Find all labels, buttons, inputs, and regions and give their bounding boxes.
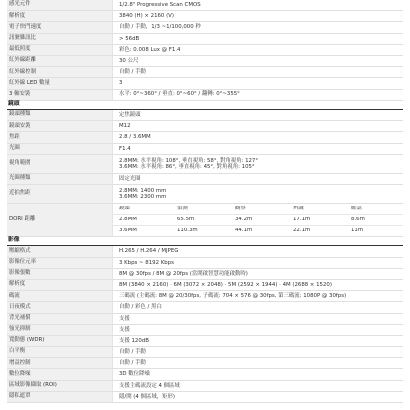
spec-key: 背光補償 <box>7 314 113 324</box>
spec-row <box>7 0 403 11</box>
spec-value <box>113 22 403 32</box>
spec-value <box>113 110 403 120</box>
spec-value-line: 2.8 / 3.6MM <box>119 134 151 141</box>
spec-value-line: 2.8MM: 水平視角: 108°, 垂直視角: 58°, 對角視角: 127° <box>119 157 259 164</box>
spec-key: 最低照度 <box>7 45 113 55</box>
spec-value-line: 自動 / 手動 <box>119 349 146 356</box>
spec-key: 視角範圍 <box>7 155 113 173</box>
spec-key: 解析度 <box>7 11 113 21</box>
dori-cell: 偵測 <box>177 206 188 212</box>
dori-cell: 34.2m <box>235 217 253 223</box>
spec-row <box>7 269 403 280</box>
spec-value <box>113 121 403 131</box>
spec-row <box>7 56 403 67</box>
spec-value <box>113 392 403 402</box>
spec-key: 光圈種類 <box>7 174 113 184</box>
spec-row <box>7 121 403 132</box>
dori-data-row <box>113 226 403 236</box>
spec-row <box>7 258 403 269</box>
dori-cell: 11m <box>351 228 364 234</box>
spec-key: 寬動態 (WDR) <box>7 336 113 346</box>
dori-cell: 觀察 <box>235 206 246 212</box>
spec-value-line: 自動 / 彩色 / 黑白 <box>119 304 162 311</box>
spec-value <box>113 246 403 256</box>
spec-value-line: F1.4 <box>119 145 131 152</box>
dori-cell: 65.5m <box>177 217 195 223</box>
spec-key: 紅外線 LED 數量 <box>7 78 113 88</box>
spec-value-line: 支援主碼流設定 4 個區域 <box>119 382 180 389</box>
spec-value <box>113 258 403 268</box>
spec-value-line: 3 Kbps ~ 8192 Kbps <box>119 259 174 266</box>
spec-key: 近拍焦距 <box>7 185 113 203</box>
spec-value <box>113 155 403 173</box>
lens-section <box>7 110 403 204</box>
spec-row <box>7 392 403 403</box>
spec-value-line: M12 <box>119 123 131 130</box>
dori-cell: 2.8MM <box>119 217 137 223</box>
spec-value <box>113 174 403 184</box>
spec-value <box>113 358 403 368</box>
dori-cell: 鏡頭 <box>119 206 130 212</box>
spec-key: 碼流 <box>7 291 113 301</box>
dori-cell: 17.1m <box>293 217 311 223</box>
spec-key: 日夜模式 <box>7 302 113 312</box>
spec-value <box>113 185 403 203</box>
spec-value <box>113 34 403 44</box>
spec-key: 影像位元率 <box>7 258 113 268</box>
dori-cell: 8.6m <box>351 217 365 223</box>
spec-value-line: 3840 (H) × 2160 (V) <box>119 13 174 20</box>
spec-value <box>113 90 403 100</box>
section-title-lens: 鏡頭 <box>7 101 403 110</box>
dori-cell: 確認 <box>351 206 362 212</box>
spec-row <box>7 45 403 56</box>
spec-value <box>113 369 403 379</box>
spec-value-line: 8M (3840 × 2160) · 6M (3072 × 2048) · 5M (2592 × 1944) · 4M (2688 × 1520) <box>119 281 332 288</box>
section-title-video: 影像 <box>7 237 403 246</box>
spec-value <box>113 280 403 290</box>
spec-value <box>113 291 403 301</box>
video-section <box>7 246 403 403</box>
spec-key: 區域影像擷取 (ROI) <box>7 381 113 391</box>
spec-value <box>113 381 403 391</box>
spec-row <box>7 174 403 185</box>
spec-row <box>7 78 403 89</box>
spec-key: 鏡頭安裝 <box>7 121 113 131</box>
spec-row <box>7 369 403 380</box>
dori-grid <box>113 204 403 236</box>
dori-cell: 44.1m <box>235 228 253 234</box>
spec-value-line: 定焦鏡頭 <box>119 112 141 119</box>
spec-value-line: 自動 / 手動 <box>119 360 146 367</box>
spec-value-line: 固定光圈 <box>119 175 141 182</box>
spec-key: 紅外線距離 <box>7 56 113 66</box>
spec-key: 增益控制 <box>7 358 113 368</box>
spec-key: 數位降噪 <box>7 369 113 379</box>
spec-key: 強光抑制 <box>7 325 113 335</box>
spec-key: 光圈 <box>7 144 113 154</box>
spec-value-line: 3 <box>119 80 123 87</box>
spec-row <box>7 347 403 358</box>
spec-key: 電子快門速度 <box>7 22 113 32</box>
dori-row <box>7 204 403 237</box>
spec-row <box>7 155 403 174</box>
spec-value <box>113 336 403 346</box>
spec-key: DORI 距離 <box>7 204 113 236</box>
spec-row <box>7 132 403 143</box>
spec-value-line: 三碼流 (主碼流: 8M @ 20/30fps, 子碼流: 704 × 576 @ 30fps, 第三碼流: 1080P @ 30fps) <box>119 293 347 300</box>
spec-value-line: 自動 / 手動，1/3 ~1/100,000 秒 <box>119 24 201 31</box>
spec-value <box>113 144 403 154</box>
dori-header-row <box>113 204 403 215</box>
spec-row <box>7 34 403 45</box>
spec-value-line: 彩色: 0.008 Lux @ F1.4 <box>119 46 181 53</box>
spec-value-line: 3D 數位降噪 <box>119 371 150 378</box>
spec-row <box>7 302 403 313</box>
spec-value-line: 支援 120dB <box>119 337 149 344</box>
spec-value <box>113 78 403 88</box>
spec-key: 解析度 <box>7 280 113 290</box>
spec-row <box>7 291 403 302</box>
spec-key: 3 軸安裝 <box>7 90 113 100</box>
spec-value <box>113 67 403 77</box>
spec-key: 隱私遮罩 <box>7 392 113 402</box>
spec-key: 壓縮格式 <box>7 246 113 256</box>
spec-row <box>7 246 403 257</box>
dori-cell: 辨識 <box>293 206 304 212</box>
spec-value <box>113 0 403 10</box>
spec-key: 焦距 <box>7 132 113 142</box>
spec-value <box>113 325 403 335</box>
spec-value-line: 隱/開 (4 個區域，矩形) <box>119 393 176 400</box>
spec-value-line: H.265 / H.264 / MJPEG <box>119 248 179 255</box>
spec-value <box>113 45 403 55</box>
spec-value <box>113 314 403 324</box>
spec-row <box>7 325 403 336</box>
dori-cell: 3.6MM <box>119 228 137 234</box>
spec-row <box>7 22 403 33</box>
spec-key: 白平衡 <box>7 347 113 357</box>
spec-value-line: 支援 <box>119 315 130 322</box>
spec-value-line: 3.6MM: 2300 mm <box>119 194 167 201</box>
spec-row <box>7 314 403 325</box>
spec-row <box>7 336 403 347</box>
spec-row <box>7 144 403 155</box>
spec-value-line: 自動 / 手動 <box>119 69 146 76</box>
spec-value-line: 支援 <box>119 326 130 333</box>
spec-value-line: 1/2.8" Progressive Scan CMOS <box>119 1 201 8</box>
dori-cell: 110.3m <box>177 228 198 234</box>
spec-value-line: > 56dB <box>119 35 140 42</box>
spec-value <box>113 269 403 279</box>
spec-key: 紅外線控制 <box>7 67 113 77</box>
spec-key: 鏡頭種類 <box>7 110 113 120</box>
spec-value-line: 30 公尺 <box>119 57 139 64</box>
spec-key: 影像張數 <box>7 269 113 279</box>
spec-row <box>7 67 403 78</box>
spec-row <box>7 381 403 392</box>
spec-value <box>113 56 403 66</box>
spec-value <box>113 347 403 357</box>
spec-value <box>113 11 403 21</box>
spec-value-line: 3.6MM: 水平視角: 86°, 垂直視角: 45°, 對角視角: 105° <box>119 163 255 170</box>
spec-value <box>113 302 403 312</box>
spec-row <box>7 90 403 101</box>
spec-value-line: 水平: 0°~360° / 垂直: 0°~60° / 翻轉: 0°~355° <box>119 91 240 98</box>
spec-row <box>7 185 403 204</box>
dori-cell: 22.1m <box>293 228 311 234</box>
spec-table <box>7 0 403 403</box>
dori-data-row <box>113 215 403 226</box>
spec-value <box>113 132 403 142</box>
spec-row <box>7 11 403 22</box>
spec-row <box>7 280 403 291</box>
spec-row <box>7 110 403 121</box>
spec-value-line: 2.8MM: 1400 mm <box>119 187 167 194</box>
spec-key: 感光元件 <box>7 0 113 10</box>
spec-value-line: 8M @ 30fps / 8M @ 20fps (當開啟智慧功能啟動時) <box>119 270 248 277</box>
spec-row <box>7 358 403 369</box>
sensor-section <box>7 0 403 101</box>
spec-key: 訊號雜訊比 <box>7 34 113 44</box>
